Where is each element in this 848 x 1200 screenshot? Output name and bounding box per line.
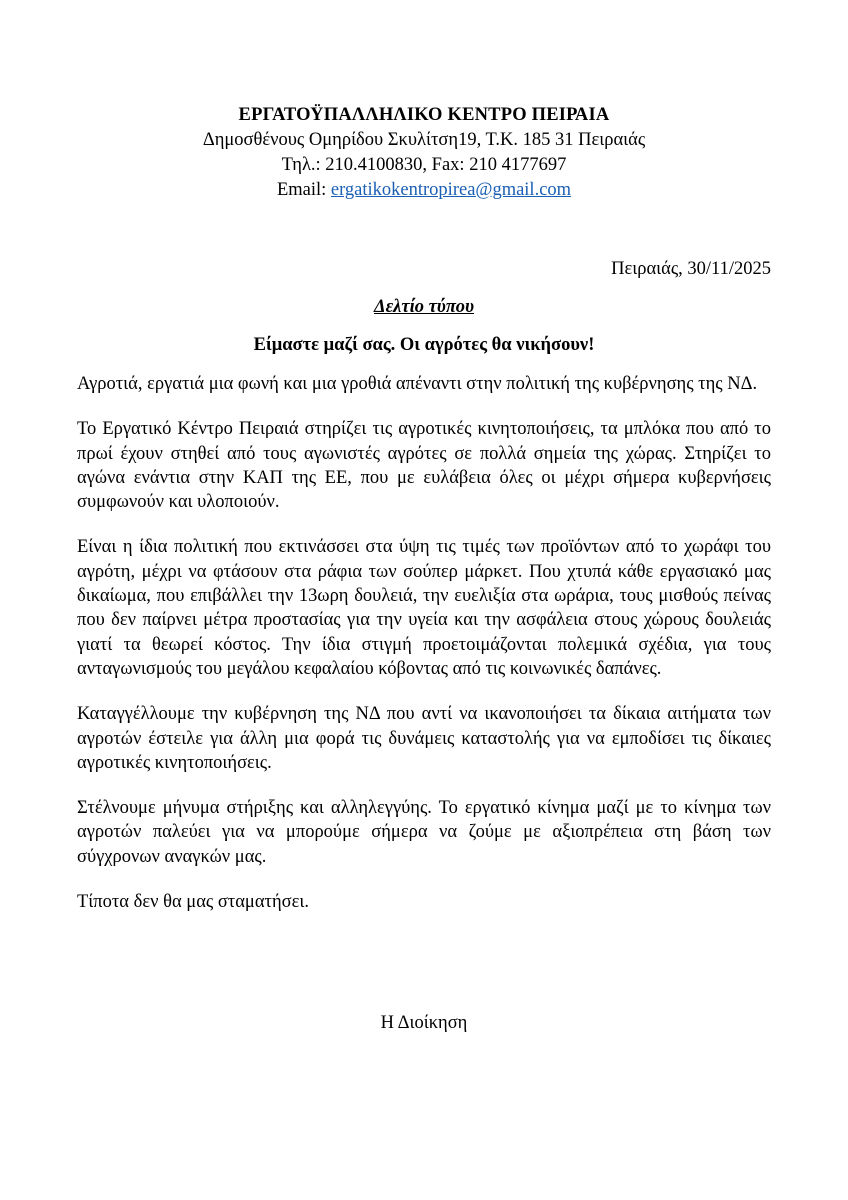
- email-label: Email:: [276, 180, 331, 200]
- organization-email-line: [0, 178, 848, 203]
- date-line: Πειραιάς, 30/11/2025: [611, 259, 771, 279]
- paragraph: Αγροτιά, εργατιά μια φωνή και μια γροθιά απέναντι στην πολιτική της κυβέρνησης της ΝΔ.: [77, 374, 758, 394]
- body-text: [77, 372, 771, 935]
- paragraph: Τίποτα δεν θα μας σταματήσει.: [77, 892, 309, 913]
- paragraph: Είναι η ίδια πολιτική που εκτινάσσει στα ύψη τις τιμές των προϊόντων από το χωράφι του αγρότη, μέχρι να φτάσουν στα ράφια των σούπερ μάρκετ. Που χτυπά κάθε εργασιακό μας δικαίωμα, που επιβάλλει την 13ωρη δουλειά, την ευελιξία στα ωράρια, τους μισθούς πείνας που δεν παίρνει μέτρα προστασίας για την υγεία και την ασφάλεια στους χώρους δουλειάς γιατί τα θεωρεί κόστος. Την ίδια στιγμή προετοιμάζονται πολεμικά σχέδια, για τους ανταγωνισμούς του μεγάλου κεφαλαίου κόβοντας από τις κοινωνικές δαπάνες.: [77, 537, 771, 679]
- paragraph: Το Εργατικό Κέντρο Πειραιά στηρίζει τις αγροτικές κινητοποιήσεις, τα μπλόκα που από το πρωί έχουν στηθεί από τους αγωνιστές αγρότες σε πολλά σημεία της χώρας. Στηρίζει το αγώνα ενάντια στην ΚΑΠ της ΕΕ, που με ευλάβεια όλες οι μέχρι σήμερα κυβερνήσεις συμφωνούν και υλοποιούν.: [77, 419, 771, 513]
- paragraph: Στέλνουμε μήνυμα στήριξης και αλληλεγγύης. Το εργατικό κίνημα μαζί με το κίνημα των αγροτών παλεύει για να μπορούμε σήμερα να ζούμε με αξιοπρέπεια στη βάση των σύγχρονων αναγκών μας.: [77, 798, 771, 867]
- signature: Η Διοίκηση: [380, 1013, 468, 1033]
- email-link[interactable]: ergatikokentropirea@gmail.com: [330, 180, 572, 200]
- organization-name: ΕΡΓΑΤΟΫΠΑΛΛΗΛΙΚΟ ΚΕΝΤΡΟ ΠΕΙΡΑΙΑ: [238, 105, 610, 125]
- headline: Είμαστε μαζί σας. Οι αγρότες θα νικήσουν!: [253, 335, 595, 355]
- organization-phone-fax: Τηλ.: 210.4100830, Fax: 210 4177697: [281, 155, 567, 175]
- letterhead: [0, 103, 848, 203]
- organization-address: Δημοσθένους Ομηρίδου Σκυλίτση19, Τ.Κ. 185 31 Πειραιάς: [202, 130, 646, 150]
- paragraph: Καταγγέλλουμε την κυβέρνηση της ΝΔ που αντί να ικανοποιήσει τα δίκαια αιτήματα των αγροτών έστειλε για άλλη μια φορά τις δυνάμεις καταστολής για να εμποδίσει τις δίκαιες αγροτικές κινητοποιήσεις.: [77, 704, 771, 773]
- document-type-title: Δελτίο τύπου: [373, 297, 475, 317]
